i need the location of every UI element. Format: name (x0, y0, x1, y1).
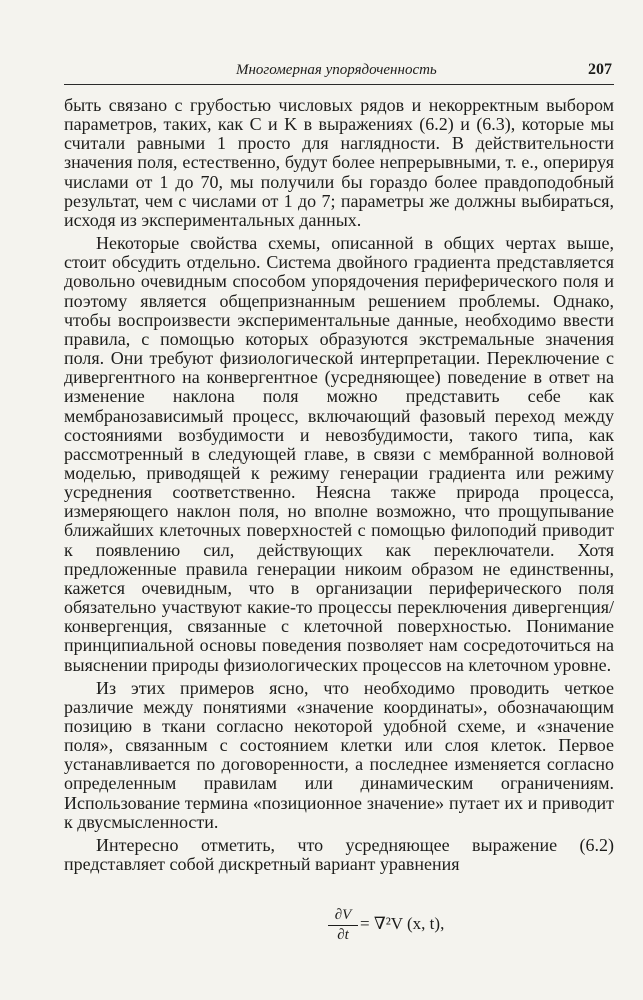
equation-right-side: = ∇²V (x, t), (360, 914, 445, 933)
paragraph-averaging-expression: Интересно отметить, что усредняющее выражение (6.2) представляет собой дискретный вариант уравнения (64, 834, 614, 875)
partial-derivative-fraction (328, 906, 358, 944)
running-head: Многомерная упорядоченность (236, 62, 437, 78)
paragraph-continuation: быть связано с грубостью числовых рядов и некорректным выбором параметров, таких, как C и K в выражениях (6.2) и (6.3), которые мы считали равными 1 просто для наглядности. В действительности значения поля, естественно, будут более непрерывными, т. е., оперируя числами от 1 до 70, мы получили бы гораздо более правдоподобный результат, чем с числами от 1 до 7; параметры же должны выбираться, исходя из экспериментальных данных. (64, 95, 614, 230)
body-text (64, 96, 614, 874)
paragraph-coordinate-vs-field: Из этих примеров ясно, что необходимо проводить четкое различие между понятиями «значение координаты», обозначающим позицию в ткани согласно некоторой удобной схеме, и «значение поля», связанным с состоянием клетки или слоя клеток. Первое устанавливается по договоренности, а последнее изменяется согласно определенным правилам или динамическим ограничениям. Использование термина «позиционное значение» путает их и приводит к двусмысленности. (64, 677, 614, 832)
diffusion-equation (64, 900, 614, 950)
page-number: 207 (588, 61, 612, 78)
page-header (64, 60, 614, 85)
fraction-denominator: ∂t (337, 927, 349, 943)
paragraph-scheme-properties: Некоторые свойства схемы, описанной в общих чертах выше, стоит обсудить отдельно. Система двойного градиента представляется довольно очевидным способом упорядочения периферического поля и поэтому является общепризнанным решением проблемы. Однако, чтобы воспроизвести экспериментальные данные, необходимо ввести правила, с помощью которых образуются экстремальные значения поля. Они требуют физиологической интерпретации. Переключение с дивергентного на конвергентное (усредняющее) поведение в ответ на изменение наклона поля можно представить себе как мембранозависимый процесс, включающий фазовый переход между состояниями возбудимости и невозбудимости, такого типа, как рассмотренный в следующей главе, в связи с мембранной волновой моделью, приводящей к режиму генерации градиента или режиму усреднения соответственно. Неясна также природа процесса, измеряющего наклон поля, но вполне возможно, что прощупывание ближайших клеточных поверхностей с помощью филоподий приводит к появлению сил, действующих как переключатели. Хотя предложенные правила генерации никоим образом не единственны, кажется очевидным, что в организации периферического поля обязательно участвуют какие-то процессы переключения дивергенция/конвергенция, связанные с клеточной поверхностью. Понимание принципиальной основы поведения позволяет нам сосредоточиться на выяснении природы физиологических процессов на клеточном уровне. (64, 233, 614, 675)
fraction-numerator: ∂V (328, 906, 358, 926)
